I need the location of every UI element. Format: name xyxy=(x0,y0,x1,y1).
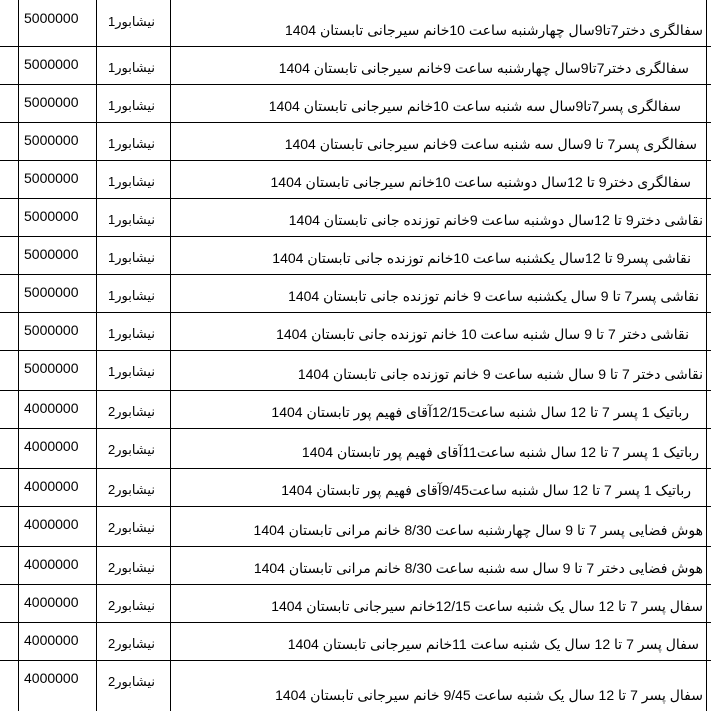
branch-cell: نیشابور1 xyxy=(108,14,155,29)
course-cell: نقاشی پسر7 تا 9 سال یکشنبه ساعت 9 خانم توزنده جانی تابستان 1404 xyxy=(288,288,699,304)
branch-cell: نیشابور1 xyxy=(108,212,155,227)
price-cell: 4000000 xyxy=(24,670,79,686)
course-cell: سفالگری پسر7تا9سال سه شنبه ساعت 10خانم سیرجانی تابستان 1404 xyxy=(268,98,681,114)
price-cell: 5000000 xyxy=(24,322,79,338)
row-divider xyxy=(0,350,711,351)
price-cell: 4000000 xyxy=(24,594,79,610)
price-cell: 5000000 xyxy=(24,284,79,300)
price-cell: 5000000 xyxy=(24,170,79,186)
price-cell: 5000000 xyxy=(24,94,79,110)
row-divider xyxy=(0,312,711,313)
course-cell: رباتیک 1 پسر 7 تا 12 سال شنبه ساعت11آقای فهیم پور تابستان 1404 xyxy=(301,444,699,460)
course-cell: سفال پسر 7 تا 12 سال یک شنبه ساعت 11خانم سیرجانی تابستان 1404 xyxy=(287,636,699,652)
course-cell: سفال پسر 7 تا 12 سال یک شنبه ساعت 9/45 خانم سیرجانی تابستان 1404 xyxy=(275,687,703,703)
branch-cell: نیشابور2 xyxy=(108,520,155,535)
price-cell: 4000000 xyxy=(24,516,79,532)
branch-cell: نیشابور1 xyxy=(108,174,155,189)
row-divider xyxy=(0,622,711,623)
course-cell: رباتیک 1 پسر 7 تا 12 سال شنبه ساعت12/15آقای فهیم پور تابستان 1404 xyxy=(271,404,689,420)
course-cell: سفال پسر 7 تا 12 سال یک شنبه ساعت 12/15خانم سیرجانی تابستان 1404 xyxy=(271,598,703,614)
branch-cell: نیشابور1 xyxy=(108,250,155,265)
branch-cell: نیشابور2 xyxy=(108,674,155,689)
branch-cell: نیشابور2 xyxy=(108,636,155,651)
column-divider xyxy=(706,0,707,711)
branch-cell: نیشابور2 xyxy=(108,482,155,497)
branch-cell: نیشابور1 xyxy=(108,98,155,113)
row-divider xyxy=(0,428,711,429)
branch-cell: نیشابور2 xyxy=(108,598,155,613)
price-cell: 5000000 xyxy=(24,208,79,224)
column-divider xyxy=(96,0,97,711)
row-divider xyxy=(0,122,711,123)
course-cell: سفالگری پسر7 تا 9سال سه شنبه ساعت 9خانم سیرجانی تابستان 1404 xyxy=(284,136,697,152)
price-cell: 5000000 xyxy=(24,246,79,262)
price-cell: 5000000 xyxy=(24,360,79,376)
row-divider xyxy=(0,584,711,585)
row-divider xyxy=(0,506,711,507)
price-cell: 5000000 xyxy=(24,10,79,26)
branch-cell: نیشابور2 xyxy=(108,560,155,575)
price-cell: 4000000 xyxy=(24,400,79,416)
price-cell: 5000000 xyxy=(24,56,79,72)
course-cell: نقاشی دختر 7 تا 9 سال شنبه ساعت 9 خانم توزنده جانی تابستان 1404 xyxy=(297,366,703,382)
row-divider xyxy=(0,274,711,275)
column-divider xyxy=(170,0,171,711)
row-divider xyxy=(0,84,711,85)
row-divider xyxy=(0,660,711,661)
row-divider xyxy=(0,390,711,391)
course-cell: سفالگری دختر9 تا 12سال دوشنبه ساعت 10خانم سیرجانی تابستان 1404 xyxy=(270,174,691,190)
column-divider xyxy=(18,0,19,711)
branch-cell: نیشابور2 xyxy=(108,442,155,457)
row-divider xyxy=(0,546,711,547)
course-cell: هوش فضایی دختر 7 تا 9 سال سه شنبه ساعت 8/30 خانم مرانی تابستان 1404 xyxy=(253,560,703,576)
course-cell: نقاشی دختر 7 تا 9 سال شنبه ساعت 10 خانم توزنده جانی تابستان 1404 xyxy=(276,326,689,342)
course-cell: نقاشی دختر9 تا 12سال دوشنبه ساعت 9خانم توزنده جانی تابستان 1404 xyxy=(288,212,703,228)
row-divider xyxy=(0,46,711,47)
course-cell: رباتیک 1 پسر 7 تا 12 سال شنبه ساعت9/45آقای فهیم پور تابستان 1404 xyxy=(281,482,691,498)
course-cell: هوش فضایی پسر 7 تا 9 سال چهارشنبه ساعت 8/30 خانم مرانی تابستان 1404 xyxy=(253,522,703,538)
price-cell: 4000000 xyxy=(24,632,79,648)
course-cell: نقاشی پسر9 تا 12سال یکشنبه ساعت 10خانم توزنده جانی تابستان 1404 xyxy=(272,250,691,266)
row-divider xyxy=(0,468,711,469)
course-cell: سفالگری دختر7تا9سال چهارشنبه ساعت 10خانم سیرجانی تابستان 1404 xyxy=(284,22,703,38)
row-divider xyxy=(0,198,711,199)
branch-cell: نیشابور1 xyxy=(108,60,155,75)
branch-cell: نیشابور1 xyxy=(108,364,155,379)
branch-cell: نیشابور1 xyxy=(108,288,155,303)
branch-cell: نیشابور1 xyxy=(108,326,155,341)
row-divider xyxy=(0,160,711,161)
course-cell: سفالگری دختر7تا9سال چهارشنبه ساعت 9خانم سیرجانی تابستان 1404 xyxy=(278,60,689,76)
row-divider xyxy=(0,236,711,237)
price-cell: 4000000 xyxy=(24,556,79,572)
price-cell: 4000000 xyxy=(24,438,79,454)
price-cell: 5000000 xyxy=(24,132,79,148)
branch-cell: نیشابور2 xyxy=(108,404,155,419)
price-cell: 4000000 xyxy=(24,478,79,494)
branch-cell: نیشابور1 xyxy=(108,136,155,151)
